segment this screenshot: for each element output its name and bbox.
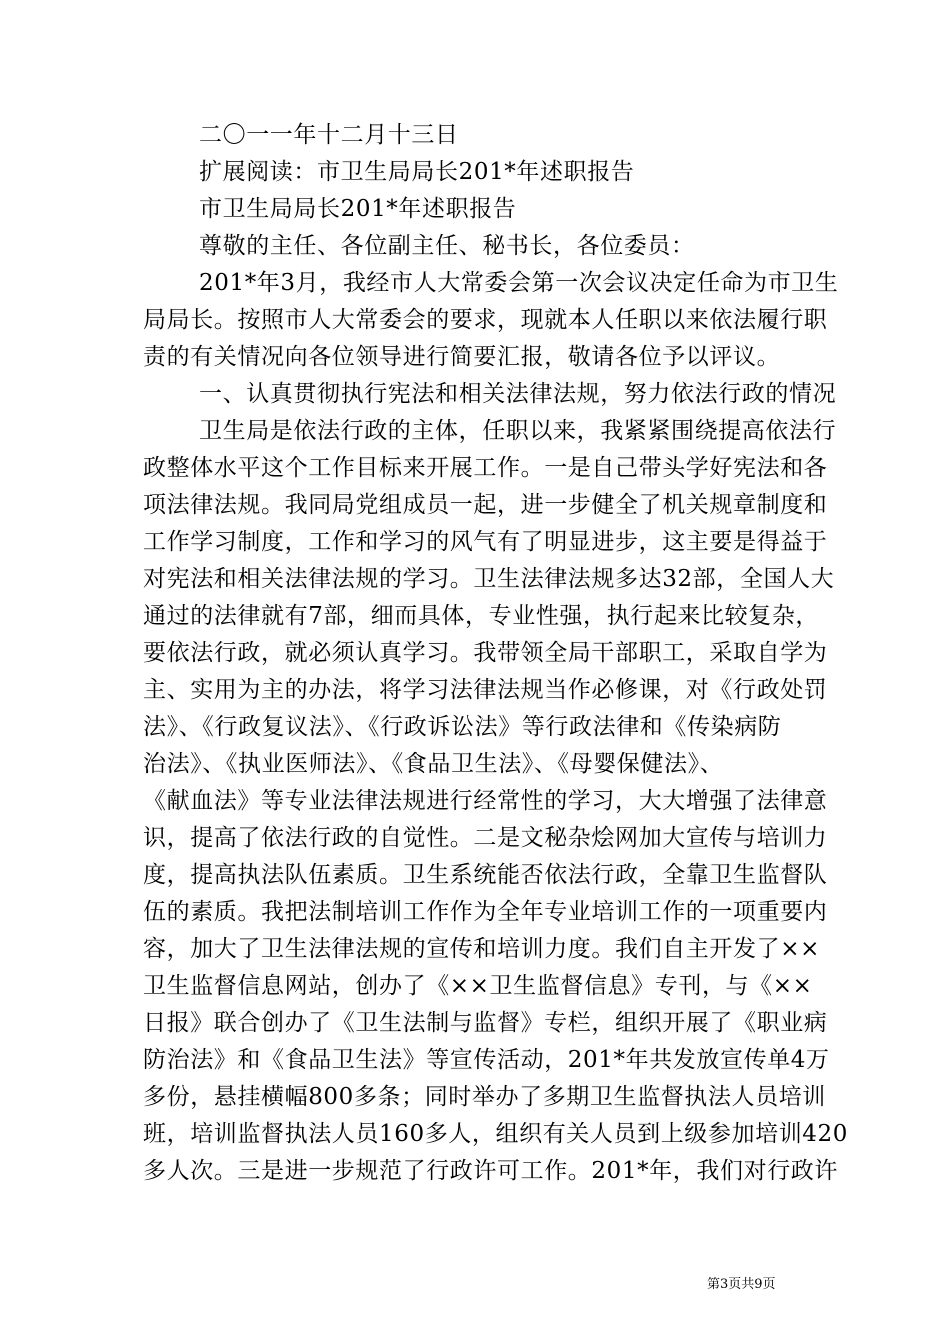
text-line: 《献血法》等专业法律法规进行经常性的学习，大大增强了法律意 [143,788,828,814]
text-line: 201*年3月，我经市人大常委会第一次会议决定任命为市卫生 [199,270,839,296]
text-line: 卫生监督信息网站，创办了《××卫生监督信息》专刊，与《×× [143,973,813,999]
text-line: 多份，悬挂横幅800多条；同时举办了多期卫生监督执法人员培训 [143,1084,826,1110]
text-line: 伍的素质。我把法制培训工作作为全年专业培训工作的一项重要内 [143,899,828,925]
text-line: 日报》联合创办了《卫生法制与监督》专栏，组织开展了《职业病 [143,1010,828,1036]
text-line: 法》、《行政复议法》、《行政诉讼法》等行政法律和《传染病防 [143,714,782,740]
text-line: 政整体水平这个工作目标来开展工作。一是自己带头学好宪法和各 [143,455,828,481]
text-line: 通过的法律就有7部，细而具体，专业性强，执行起来比较复杂， [143,603,820,629]
text-line: 卫生局是依法行政的主体，任职以来，我紧紧围绕提高依法行 [199,418,837,444]
text-line: 对宪法和相关法律法规的学习。卫生法律法规多达32部，全国人大 [143,566,835,592]
text-line: 防治法》和《食品卫生法》等宣传活动，201*年共发放宣传单4万 [143,1047,830,1073]
text-line: 市卫生局局长201*年述职报告 [199,196,517,222]
text-line: 责的有关情况向各位领导进行简要汇报，敬请各位予以评议。 [143,344,781,370]
text-line: 扩展阅读：市卫生局局长201*年述职报告 [199,159,635,185]
text-line: 尊敬的主任、各位副主任、秘书长，各位委员： [199,233,695,259]
text-line: 项法律法规。我同局党组成员一起，进一步健全了机关规章制度和 [143,492,828,518]
text-line: 主、实用为主的办法，将学习法律法规当作必修课，对《行政处罚 [143,677,828,703]
text-line: 要依法行政，就必须认真学习。我带领全局干部职工，采取自学为 [143,640,828,666]
text-line: 局局长。按照市人大常委会的要求，现就本人任职以来依法履行职 [143,307,828,333]
text-line: 工作学习制度，工作和学习的风气有了明显进步，这主要是得益于 [143,529,828,555]
text-line: 班，培训监督执法人员160多人，组织有关人员到上级参加培训420 [143,1121,848,1147]
text-line: 一、认真贯彻执行宪法和相关法律法规，努力依法行政的情况 [199,381,837,407]
page-number-footer: 第3页共9页 [707,1277,776,1292]
text-line: 容，加大了卫生法律法规的宣传和培训力度。我们自主开发了×× [143,936,820,962]
text-line: 度，提高执法队伍素质。卫生系统能否依法行政，全靠卫生监督队 [143,862,828,888]
text-line: 二〇一一年十二月十三日 [199,122,459,148]
text-line: 识，提高了依法行政的自觉性。二是文秘杂烩网加大宣传与培训力 [143,825,828,851]
text-line: 多人次。三是进一步规范了行政许可工作。201*年，我们对行政许 [143,1158,838,1184]
text-line: 治法》、《执业医师法》、《食品卫生法》、《母婴保健法》、 [143,751,724,777]
